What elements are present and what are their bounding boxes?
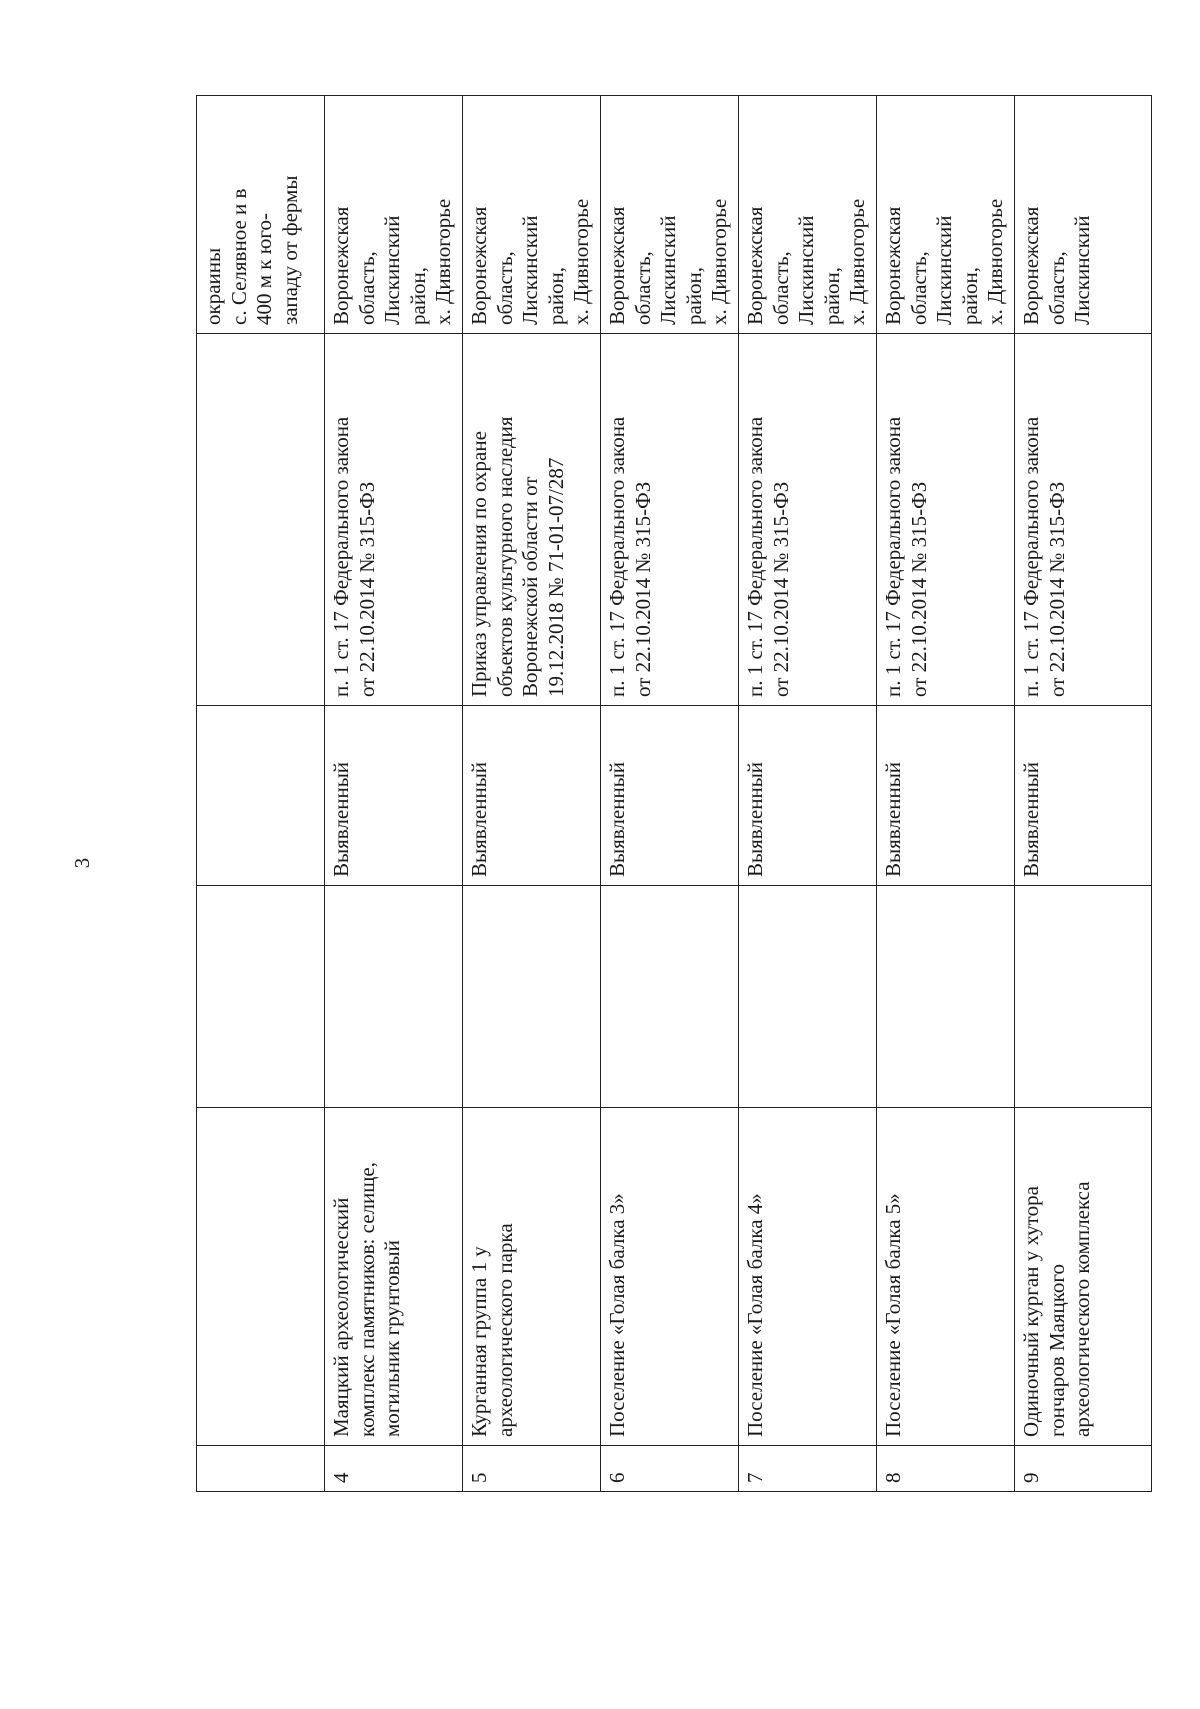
cell-location [601,96,739,334]
cell-category: Выявленный [739,706,877,886]
location-line: х. Дивногорье [845,198,870,325]
cell-location [463,96,601,334]
cell-date [1015,886,1152,1108]
cell-name [1015,1108,1152,1446]
document-line: от 22.10.2014 № 315-ФЗ [630,481,655,697]
name-line: Поселение «Голая балка 4» [743,1193,767,1437]
location-line: район, [819,266,844,325]
cell-location [1015,96,1152,334]
location-line: Воронежская [881,206,905,325]
cell-number: 4 [325,1446,463,1492]
location-line: Воронежская [329,206,353,325]
cell-document [325,334,463,706]
cell-category [197,706,325,886]
cell-number: 6 [601,1446,739,1492]
cell-name [877,1108,1015,1446]
document-line: объектов культурного наследия [492,416,517,697]
document-line: Приказ управления по охране [467,431,491,697]
location-line: Воронежская [605,206,629,325]
table-row [601,96,739,1492]
name-line: могильник грунтовый [380,1240,405,1437]
cell-document [739,334,877,706]
name-line: Поселение «Голая балка 5» [881,1193,905,1437]
location-line: Лискинский [656,215,681,325]
document-line: п. 1 ст. 17 Федерального закона [743,416,767,697]
cell-date [197,886,325,1108]
cell-location [877,96,1015,334]
table-row [1015,96,1152,1492]
document-line: от 22.10.2014 № 315-ФЗ [354,481,379,697]
location-line: Лискинский [380,215,405,325]
cell-date [739,886,877,1108]
location-line: район, [681,266,706,325]
name-line: Маяцкий археологический [329,1197,353,1437]
location-line: Лискинский [1070,215,1095,325]
cell-category: Выявленный [601,706,739,886]
cell-document [1015,334,1152,706]
location-line: район, [957,266,982,325]
name-line: Поселение «Голая балка 3» [605,1193,629,1437]
cell-document [463,334,601,706]
document-line: от 22.10.2014 № 315-ФЗ [906,481,931,697]
location-line: 400 м к юго- [252,212,277,325]
cell-document [601,334,739,706]
location-line: Воронежская [743,206,767,325]
document-line: п. 1 ст. 17 Федерального закона [329,416,353,697]
cell-document [197,334,325,706]
heritage-objects-table [196,95,1152,1492]
document-line: п. 1 ст. 17 Федерального закона [605,416,629,697]
document-line: Воронежской области от [518,476,543,697]
cell-location [739,96,877,334]
table-row [463,96,601,1492]
table-body [197,96,1152,1492]
location-line: х. Дивногорье [707,198,732,325]
cell-name [325,1108,463,1446]
location-line: западу от фермы [277,175,302,325]
document-line: от 22.10.2014 № 315-ФЗ [1044,481,1069,697]
name-line: комплекс памятников: селище, [354,1162,379,1437]
cell-date [601,886,739,1108]
location-line: Воронежская [467,206,491,325]
cell-category: Выявленный [463,706,601,886]
location-line: окраины [201,247,225,325]
cell-name [601,1108,739,1446]
location-line: область, [906,251,931,325]
location-line: район, [405,266,430,325]
location-line: Воронежская [1019,206,1043,325]
table-row [325,96,463,1492]
location-line: область, [1044,251,1069,325]
document-line: от 22.10.2014 № 315-ФЗ [768,481,793,697]
location-line: область, [492,251,517,325]
cell-number: 9 [1015,1446,1152,1492]
location-line: область, [354,251,379,325]
name-line: Курганная группа 1 у [467,1246,491,1437]
table-row-continuation [197,96,325,1492]
cell-number: 5 [463,1446,601,1492]
cell-name [739,1108,877,1446]
document-line: п. 1 ст. 17 Федерального закона [1019,416,1043,697]
cell-date [325,886,463,1108]
cell-date [463,886,601,1108]
cell-category: Выявленный [877,706,1015,886]
table-row [739,96,877,1492]
cell-number [197,1446,325,1492]
document-line: 19.12.2018 № 71-01-07/287 [543,457,568,697]
heritage-table-container [196,96,1151,1492]
location-line: район, [543,266,568,325]
location-line: Лискинский [794,215,819,325]
cell-category: Выявленный [1015,706,1152,886]
cell-number: 8 [877,1446,1015,1492]
cell-category: Выявленный [325,706,463,886]
location-line: Лискинский [932,215,957,325]
name-line: гончаров Маяцкого [1044,1264,1069,1437]
cell-location [197,96,325,334]
location-line: х. Дивногорье [983,198,1008,325]
page-number: 3 [70,857,94,869]
table-row [877,96,1015,1492]
cell-document [877,334,1015,706]
location-line: х. Дивногорье [431,198,456,325]
name-line: археологического комплекса [1070,1181,1095,1437]
location-line: Лискинский [518,215,543,325]
cell-number: 7 [739,1446,877,1492]
cell-location [325,96,463,334]
name-line: Одиночный курган у хутора [1019,1186,1043,1437]
location-line: область, [630,251,655,325]
location-line: с. Селявное и в [226,188,251,325]
name-line: археологического парка [492,1223,517,1437]
cell-name [463,1108,601,1446]
location-line: х. Дивногорье [569,198,594,325]
cell-name [197,1108,325,1446]
document-line: п. 1 ст. 17 Федерального закона [881,416,905,697]
cell-date [877,886,1015,1108]
location-line: область, [768,251,793,325]
